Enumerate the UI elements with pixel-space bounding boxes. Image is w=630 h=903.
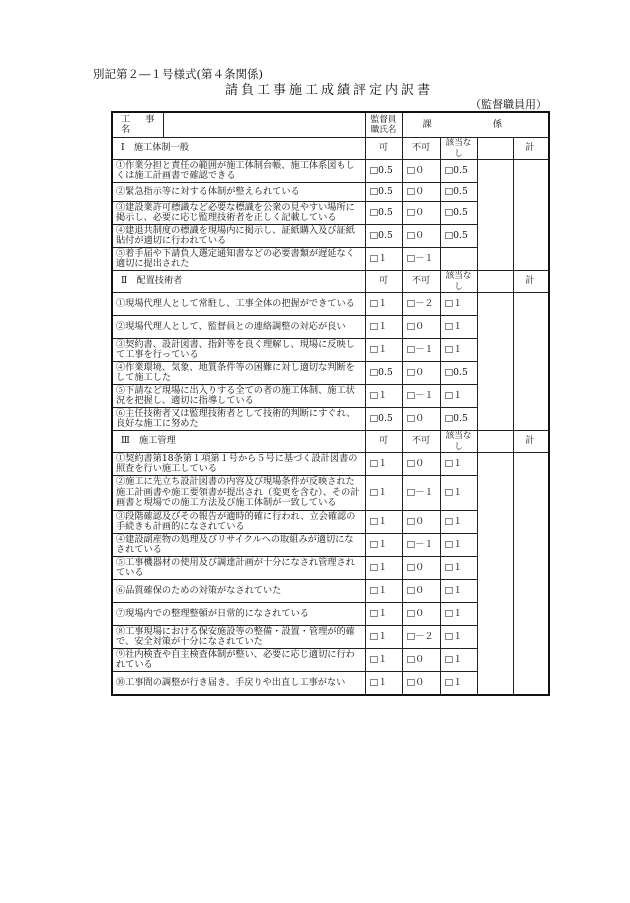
col-ka-header: 可: [365, 138, 402, 160]
checkbox-ka[interactable]: □１: [365, 557, 402, 580]
checkbox-na[interactable]: □0.5: [440, 225, 477, 248]
checkbox-fuka[interactable]: □－１: [402, 248, 440, 271]
checkbox-fuka[interactable]: □０: [402, 202, 440, 225]
project-name-inner: [116, 113, 362, 137]
checkbox-ka[interactable]: □１: [365, 649, 402, 672]
col-fuka-header: 不可: [402, 431, 440, 453]
criteria-text: ①契約書第18条第１項第１号から５号に基づく設計図書の照査を行い施工している: [112, 453, 365, 476]
checkbox-ka[interactable]: □１: [365, 672, 402, 696]
criteria-text: ⑥主任技術者又は監理技術者として技術的判断にすぐれ、良好な施工に努めた: [112, 408, 365, 431]
checkbox-na[interactable]: □１: [440, 534, 477, 557]
checkbox-fuka[interactable]: □０: [402, 649, 440, 672]
checkbox-fuka[interactable]: □－１: [402, 339, 440, 362]
checkbox-fuka[interactable]: □０: [402, 362, 440, 385]
checkbox-ka[interactable]: □１: [365, 385, 402, 408]
checkbox-na[interactable]: □１: [440, 603, 477, 626]
checkbox-na[interactable]: □１: [440, 672, 477, 696]
criteria-text: ①現場代理人として常駐し、工事全体の把握ができている: [112, 293, 365, 316]
checkbox-ka[interactable]: □１: [365, 339, 402, 362]
criteria-text: ⑤着手届や下請負人選定通知書などの必要書類が遅延なく適切に提出された: [112, 248, 365, 271]
checkbox-ka[interactable]: □0.5: [365, 225, 402, 248]
project-name-cell: [112, 112, 365, 138]
criteria-text: ③契約書、設計図書、指針等を良く理解し、現場に反映して工事を行っている: [112, 339, 365, 362]
checkbox-na[interactable]: [440, 248, 477, 271]
project-name-field: [164, 113, 362, 137]
supervisor-label: 監督員職氏名: [365, 112, 402, 138]
project-name-row: [112, 112, 549, 138]
checkbox-na[interactable]: □１: [440, 511, 477, 534]
checkbox-ka[interactable]: □１: [365, 476, 402, 511]
checkbox-fuka[interactable]: □－１: [402, 385, 440, 408]
checkbox-na[interactable]: □１: [440, 580, 477, 603]
criteria-text: ②施工に先立ち設計図書の内容及び現場条件が反映された施工計画書や施工要領書が提出され（変更を含む）、その計画書と現場での施工方法及び施工体制が一致している: [112, 476, 365, 511]
checkbox-ka[interactable]: □0.5: [365, 408, 402, 431]
checkbox-na[interactable]: □１: [440, 649, 477, 672]
criteria-text: ④建退共制度の標識を現場内に掲示し、証紙購入及び証紙貼付が適切に行われている: [112, 225, 365, 248]
col-fuka-header: 不可: [402, 138, 440, 160]
total-cell: [513, 293, 549, 431]
criteria-text: ⑦現場内での整理整頓が日常的になされている: [112, 603, 365, 626]
spacer-cell: [477, 453, 513, 696]
total-cell: [513, 160, 549, 271]
checkbox-na[interactable]: □１: [440, 557, 477, 580]
checkbox-ka[interactable]: □0.5: [365, 160, 402, 183]
checkbox-ka[interactable]: □１: [365, 534, 402, 557]
checkbox-fuka[interactable]: □０: [402, 316, 440, 339]
checkbox-ka[interactable]: □１: [365, 453, 402, 476]
checkbox-fuka[interactable]: □０: [402, 160, 440, 183]
checkbox-fuka[interactable]: □０: [402, 580, 440, 603]
checkbox-na[interactable]: □0.5: [440, 160, 477, 183]
checkbox-fuka[interactable]: □－２: [402, 626, 440, 649]
checkbox-na[interactable]: □0.5: [440, 183, 477, 202]
checkbox-ka[interactable]: □１: [365, 248, 402, 271]
checkbox-ka[interactable]: □１: [365, 626, 402, 649]
checkbox-ka[interactable]: □0.5: [365, 202, 402, 225]
criteria-text: ④作業環境、気象、地質条件等の困難に対し適切な判断をして施工した: [112, 362, 365, 385]
checkbox-ka[interactable]: □0.5: [365, 362, 402, 385]
col-ka-header: 可: [365, 271, 402, 293]
criteria-text: ③建設業許可標識など必要な標識を公衆の見やすい場所に掲示し、必要に応じ監理技術者を正しく記載している: [112, 202, 365, 225]
checkbox-na[interactable]: □１: [440, 453, 477, 476]
section-title: Ⅱ 配置技術者: [112, 271, 365, 293]
checkbox-na[interactable]: □１: [440, 476, 477, 511]
col-total-header: 計: [513, 271, 549, 293]
col-total-header: 計: [513, 138, 549, 160]
checkbox-fuka[interactable]: □－２: [402, 293, 440, 316]
criteria-text: ⑤下請など現場に出入りする全ての者の施工体制、施工状況を把握し、適切に指導している: [112, 385, 365, 408]
checkbox-na[interactable]: □１: [440, 339, 477, 362]
criteria-text: ④建設副産物の処理及びリサイクルへの取組みが適切になされている: [112, 534, 365, 557]
section-header-row: [112, 431, 549, 453]
col-na-header: 該当なし: [440, 271, 477, 293]
checkbox-ka[interactable]: □１: [365, 316, 402, 339]
document-title-text: 請負工事施工成績評定内訳書: [224, 83, 433, 98]
checkbox-ka[interactable]: □１: [365, 580, 402, 603]
checkbox-ka[interactable]: □１: [365, 511, 402, 534]
checkbox-fuka[interactable]: □０: [402, 511, 440, 534]
col-total-header: 計: [513, 431, 549, 453]
checkbox-na[interactable]: □１: [440, 316, 477, 339]
checkbox-fuka[interactable]: □－１: [402, 476, 440, 511]
checkbox-na[interactable]: □１: [440, 293, 477, 316]
checkbox-na[interactable]: □0.5: [440, 202, 477, 225]
criteria-text: ②現場代理人として、監督員との連絡調整の対応が良い: [112, 316, 365, 339]
spacer-cell: [477, 138, 513, 160]
checkbox-na[interactable]: □0.5: [440, 408, 477, 431]
criteria-text: ③段階確認及びその報告が適時的確に行われ、立会確認の手続きも計画的になされている: [112, 511, 365, 534]
section-title: Ⅰ 施工体制一般: [112, 138, 365, 160]
col-na-header: 該当なし: [440, 431, 477, 453]
checkbox-fuka[interactable]: □０: [402, 225, 440, 248]
checkbox-fuka[interactable]: □０: [402, 603, 440, 626]
form-number: 別記第２―１号様式(第４条関係): [93, 67, 263, 81]
checkbox-fuka[interactable]: □０: [402, 672, 440, 696]
criteria-text: ⑤工事機器材の使用及び調達計画が十分になされ管理されている: [112, 557, 365, 580]
checkbox-fuka[interactable]: □０: [402, 183, 440, 202]
checkbox-fuka[interactable]: □－１: [402, 534, 440, 557]
criteria-row: [112, 160, 549, 183]
section-header-row: [112, 138, 549, 160]
section-label: 課 係: [402, 112, 549, 138]
criteria-text: ⑩工事間の調整が行き届き、手戻りや出直し工事がない: [112, 672, 365, 696]
checkbox-fuka[interactable]: □０: [402, 557, 440, 580]
spacer-cell: [477, 160, 513, 271]
evaluation-table-body: [112, 112, 549, 695]
criteria-text: ⑨社内検査や自主検査体制が整い、必要に応じ適切に行われている: [112, 649, 365, 672]
col-fuka-header: 不可: [402, 271, 440, 293]
checkbox-ka[interactable]: □0.5: [365, 183, 402, 202]
project-name-label: 工 事 名: [116, 113, 164, 137]
evaluator-type-label: （監督職員用）: [470, 98, 547, 111]
checkbox-fuka[interactable]: □０: [402, 408, 440, 431]
criteria-text: ⑧工事現場における保安施設等の整備・設置・管理が的確で、安全対策が十分になされていた: [112, 626, 365, 649]
total-cell: [513, 453, 549, 696]
criteria-text: ②緊急指示等に対する体制が整えられている: [112, 183, 365, 202]
spacer-cell: [477, 431, 513, 453]
checkbox-na[interactable]: □１: [440, 385, 477, 408]
checkbox-na[interactable]: □１: [440, 626, 477, 649]
criteria-text: ⑥品質確保のための対策がなされていた: [112, 580, 365, 603]
checkbox-na[interactable]: □0.5: [440, 362, 477, 385]
checkbox-ka[interactable]: □１: [365, 293, 402, 316]
criteria-row: [112, 293, 549, 316]
spacer-cell: [477, 293, 513, 431]
criteria-text: ①作業分担と責任の範囲が施工体制台帳、施工体系図もしくは施工計画書で確認できる: [112, 160, 365, 183]
section-header-row: [112, 271, 549, 293]
section-title: Ⅲ 施工管理: [112, 431, 365, 453]
evaluation-table: [111, 111, 550, 696]
spacer-cell: [477, 271, 513, 293]
col-na-header: 該当なし: [440, 138, 477, 160]
col-ka-header: 可: [365, 431, 402, 453]
checkbox-fuka[interactable]: □０: [402, 453, 440, 476]
criteria-row: [112, 453, 549, 476]
checkbox-ka[interactable]: □１: [365, 603, 402, 626]
